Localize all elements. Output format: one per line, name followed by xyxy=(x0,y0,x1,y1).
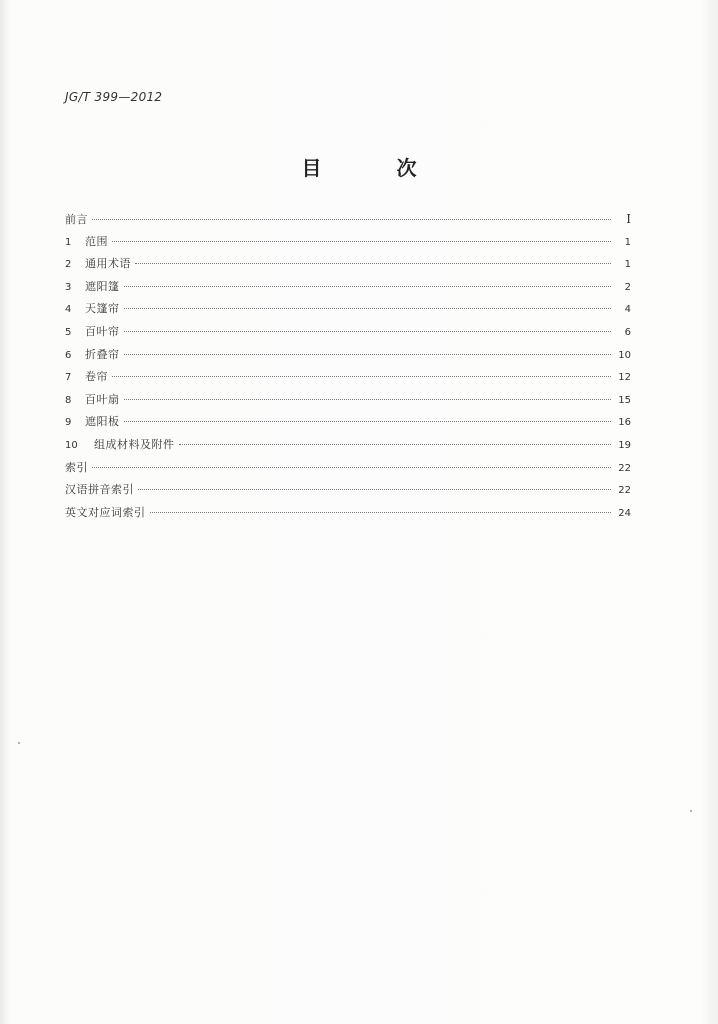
toc-entry[interactable] xyxy=(65,276,631,299)
dot-leader xyxy=(92,467,611,468)
dot-leader xyxy=(92,219,611,220)
toc-entry-title: 组成材料及附件 xyxy=(94,437,175,451)
scan-speck xyxy=(18,742,20,744)
toc-entry-number: 2 xyxy=(65,259,72,271)
toc-entry-page: 12 xyxy=(618,372,631,384)
toc-entry-number: 7 xyxy=(65,372,72,384)
dot-leader xyxy=(124,421,612,422)
toc-entry[interactable] xyxy=(65,321,631,344)
toc-entry-number: 3 xyxy=(65,281,72,293)
toc-entry-number: 6 xyxy=(65,349,72,361)
toc-entry-title: 遮阳篷 xyxy=(85,279,120,293)
toc-entry-title: 遮阳板 xyxy=(85,415,120,429)
toc-entry-page: 15 xyxy=(618,394,631,406)
toc-entry[interactable] xyxy=(65,411,631,434)
toc-entry-title: 汉语拼音索引 xyxy=(65,483,134,497)
toc-entry[interactable] xyxy=(65,344,631,367)
toc-entry-title: 索引 xyxy=(65,460,88,474)
toc-entry-title: 范围 xyxy=(85,234,108,248)
toc-entry-page: 4 xyxy=(624,304,631,316)
dot-leader xyxy=(124,331,612,332)
toc-entry-page: 2 xyxy=(624,281,631,293)
toc-entry-page: 1 xyxy=(624,259,631,271)
table-of-contents xyxy=(65,208,631,524)
toc-entry[interactable] xyxy=(65,253,631,276)
toc-entry-page: 6 xyxy=(624,326,631,338)
toc-entry-page: 16 xyxy=(618,417,631,429)
toc-entry-number: 1 xyxy=(65,236,72,248)
toc-entry[interactable] xyxy=(65,479,631,502)
toc-entry-number: 8 xyxy=(65,394,72,406)
dot-leader xyxy=(138,489,611,490)
dot-leader xyxy=(124,286,612,287)
dot-leader xyxy=(112,376,611,377)
toc-entry[interactable] xyxy=(65,389,631,412)
dot-leader xyxy=(112,241,611,242)
dot-leader xyxy=(124,354,612,355)
document-code: JG/T 399—2012 xyxy=(65,90,163,104)
toc-entry-number: 5 xyxy=(65,326,72,338)
toc-entry-page: 1 xyxy=(624,236,631,248)
toc-entry[interactable] xyxy=(65,366,631,389)
toc-entry-number: 9 xyxy=(65,417,72,429)
toc-entry-title: 折叠帘 xyxy=(85,347,120,361)
toc-entry[interactable] xyxy=(65,231,631,254)
dot-leader xyxy=(124,308,612,309)
toc-entry[interactable] xyxy=(65,502,631,525)
toc-entry-number: 10 xyxy=(65,439,78,451)
toc-entry-page: 10 xyxy=(618,349,631,361)
toc-entry-title: 英文对应词索引 xyxy=(65,505,146,519)
scan-speck xyxy=(690,810,692,812)
toc-entry-page: 19 xyxy=(618,439,631,451)
toc-entry[interactable] xyxy=(65,298,631,321)
toc-entry-title: 卷帘 xyxy=(85,370,108,384)
toc-entry[interactable] xyxy=(65,208,631,231)
toc-entry-title: 前言 xyxy=(65,213,88,226)
dot-leader xyxy=(179,444,612,445)
toc-entry-page: 22 xyxy=(618,485,631,497)
toc-entry-page: 22 xyxy=(618,462,631,474)
toc-entry-title: 百叶扇 xyxy=(85,392,120,406)
toc-entry-title: 百叶帘 xyxy=(85,324,120,338)
dot-leader xyxy=(124,399,612,400)
toc-entry-title: 天篷帘 xyxy=(85,302,120,316)
toc-title: 目 次 xyxy=(301,156,451,180)
toc-entry-page: I xyxy=(626,212,631,226)
toc-entry-number: 4 xyxy=(65,304,72,316)
toc-entry[interactable] xyxy=(65,457,631,480)
dot-leader xyxy=(135,263,611,264)
toc-entry-page: 24 xyxy=(618,507,631,519)
toc-entry-title: 通用术语 xyxy=(85,257,131,271)
toc-entry[interactable] xyxy=(65,434,631,457)
dot-leader xyxy=(150,512,612,513)
